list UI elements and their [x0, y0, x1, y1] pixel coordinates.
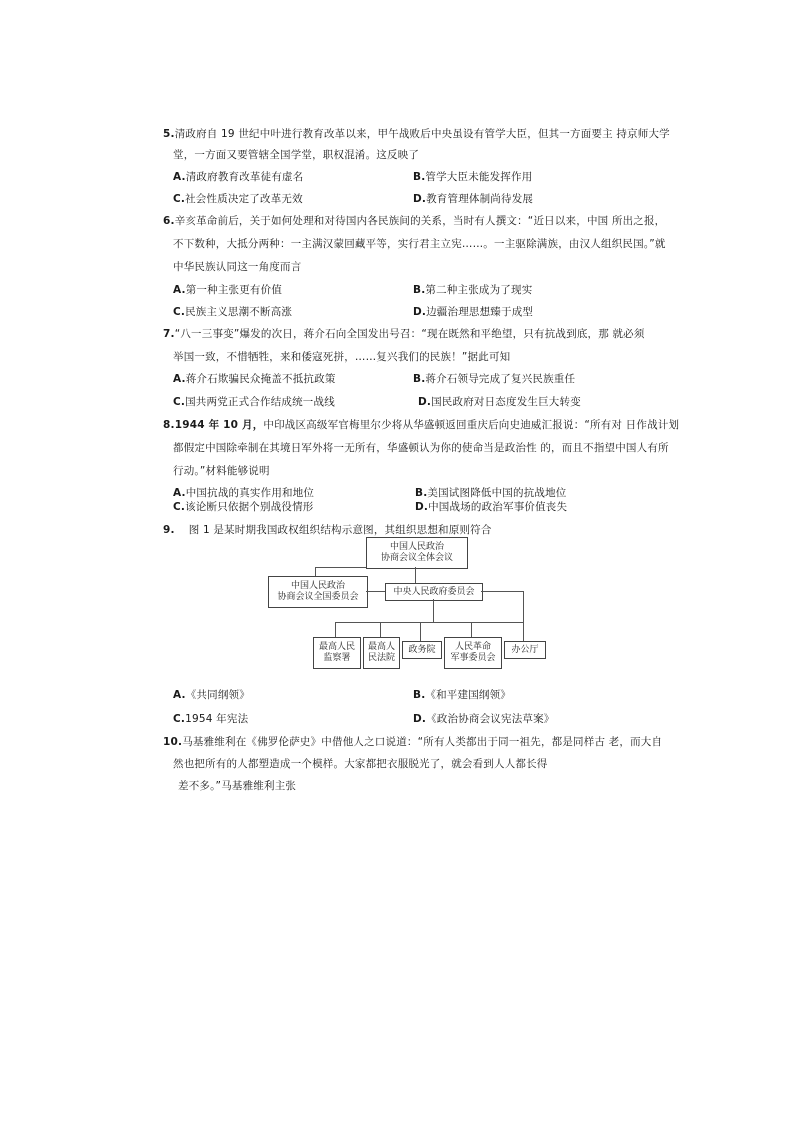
question-6-line-3: 中华民族认同这一角度而言: [173, 261, 302, 273]
option-d: D.国民政府对日态度发生巨大转变: [418, 396, 581, 408]
option-c: C.民族主义思潮不断高涨: [173, 306, 293, 318]
diagram-box-military-commission: 人民革命 军事委员会: [444, 637, 502, 669]
question-number: 8.1944 年 10 月，: [163, 419, 264, 431]
diagram-box-cppcc-national-committee: 中国人民政治 协商会议全国委员会: [268, 576, 368, 608]
diagram-box-central-government-committee: 中央人民政府委员会: [385, 583, 483, 601]
question-8-line-3: 行动。”材料能够说明: [173, 465, 270, 477]
option-a: A.《共同纲领》: [173, 689, 250, 701]
diagram-box-supreme-procuratorate: 最高人民 监察署: [313, 637, 361, 669]
option-b: B.《和平建国纲领》: [413, 689, 512, 701]
connector-line: [315, 567, 316, 576]
question-6-line-1: 6.辛亥革命前后，关于如何处理和对待国内各民族间的关系，当时有人撰文：“近日以来，中国 所出之报，: [163, 215, 666, 227]
connector-line: [471, 622, 472, 637]
question-5-line-2: 堂，一方面又要管辖全国学堂，职权混淆。这反映了: [173, 149, 420, 161]
option-b: B.美国试图降低中国的抗战地位: [415, 487, 567, 499]
question-number: 5.: [163, 128, 175, 140]
question-8-line-1: 8.1944 年 10 月，中印战区高级军官梅里尔少将从华盛顿返回重庆后向史迪威汇报说：“所有对 日作战计划: [163, 419, 680, 431]
connector-line: [415, 567, 416, 583]
option-a: A.第一种主张更有价值: [173, 284, 283, 296]
connector-line: [335, 622, 524, 623]
diagram-box-supreme-court: 最高人 民法院: [363, 637, 400, 669]
question-7-line-1: 7.“八一三事变”爆发的次日，蒋介石向全国发出号召：“现在既然和平绝望，只有抗战到底，那 就必须: [163, 328, 645, 340]
option-d: D.中国战场的政治军事价值丧失: [415, 501, 568, 513]
question-number: 6.: [163, 215, 175, 227]
option-b: B.第二种主张成为了现实: [413, 284, 533, 296]
option-b: B.管学大臣未能发挥作用: [413, 171, 533, 183]
connector-line: [481, 591, 524, 592]
question-10-line-3: 差不多。”马基雅维利主张: [178, 780, 297, 792]
option-a: A.中国抗战的真实作用和地位: [173, 487, 315, 499]
connector-line: [420, 622, 421, 641]
option-d: D.《政治协商会议宪法草案》: [413, 713, 555, 725]
question-5-line-1: 5.清政府自 19 世纪中叶进行教育改革以来，甲午战败后中央虽设有管学大臣，但其一方面要主 持京师大学: [163, 128, 670, 140]
connector-line: [380, 622, 381, 637]
option-c: C.国共两党正式合作结成统一战线: [173, 396, 335, 408]
option-d: D.教育管理体制尚待发展: [413, 193, 534, 205]
option-c: C.社会性质决定了改革无效: [173, 193, 303, 205]
question-10-line-2: 然也把所有的人都塑造成一个模样。大家都把衣服脱光了，就会看到人人都长得: [173, 758, 548, 770]
question-6-line-2: 不下数种，大抵分两种：一主满汉蒙回藏平等，实行君主立宪……。一主驱除满族，由汉人组织民国。”就: [173, 238, 666, 250]
diagram-box-general-office: 办公厅: [504, 641, 546, 659]
option-c: C.该论断只依据个别战役情形: [173, 501, 314, 513]
question-8-line-2: 都假定中国除牵制在其境日军外将一无所有，华盛顿认为你的使命当是政治性 的，而且不指望中国人有所: [173, 442, 669, 454]
question-10-line-1: 10.马基雅维利在《佛罗伦萨史》中借他人之口说道：“所有人类都出于同一祖先，都是同样古 老，而大自: [163, 736, 663, 748]
connector-line: [366, 591, 385, 592]
option-a: A.蒋介石欺骗民众掩盖不抵抗政策: [173, 373, 336, 385]
question-number: 7.: [163, 328, 175, 340]
option-d: D.边疆治理思想臻于成型: [413, 306, 534, 318]
question-9-line-1: 9. 图 1 是某时期我国政权组织结构示意图，其组织思想和原则符合: [163, 524, 492, 536]
connector-line: [335, 622, 336, 637]
option-c: C.1954 年宪法: [173, 713, 249, 725]
question-number: 10.: [163, 736, 183, 748]
option-b: B.蒋介石领导完成了复兴民族重任: [413, 373, 576, 385]
question-number: 9.: [163, 524, 175, 536]
question-7-line-2: 举国一致，不惜牺牲，来和倭寇死拼，……复兴我们的民族！”据此可知: [173, 351, 511, 363]
diagram-box-government-administration-council: 政务院: [402, 641, 442, 659]
connector-line: [315, 567, 366, 568]
diagram-box-cppcc-plenary: 中国人民政治 协商会议全体会议: [366, 537, 468, 569]
option-a: A.清政府教育改革徒有虚名: [173, 171, 304, 183]
connector-line: [433, 599, 434, 622]
connector-line: [523, 591, 524, 641]
